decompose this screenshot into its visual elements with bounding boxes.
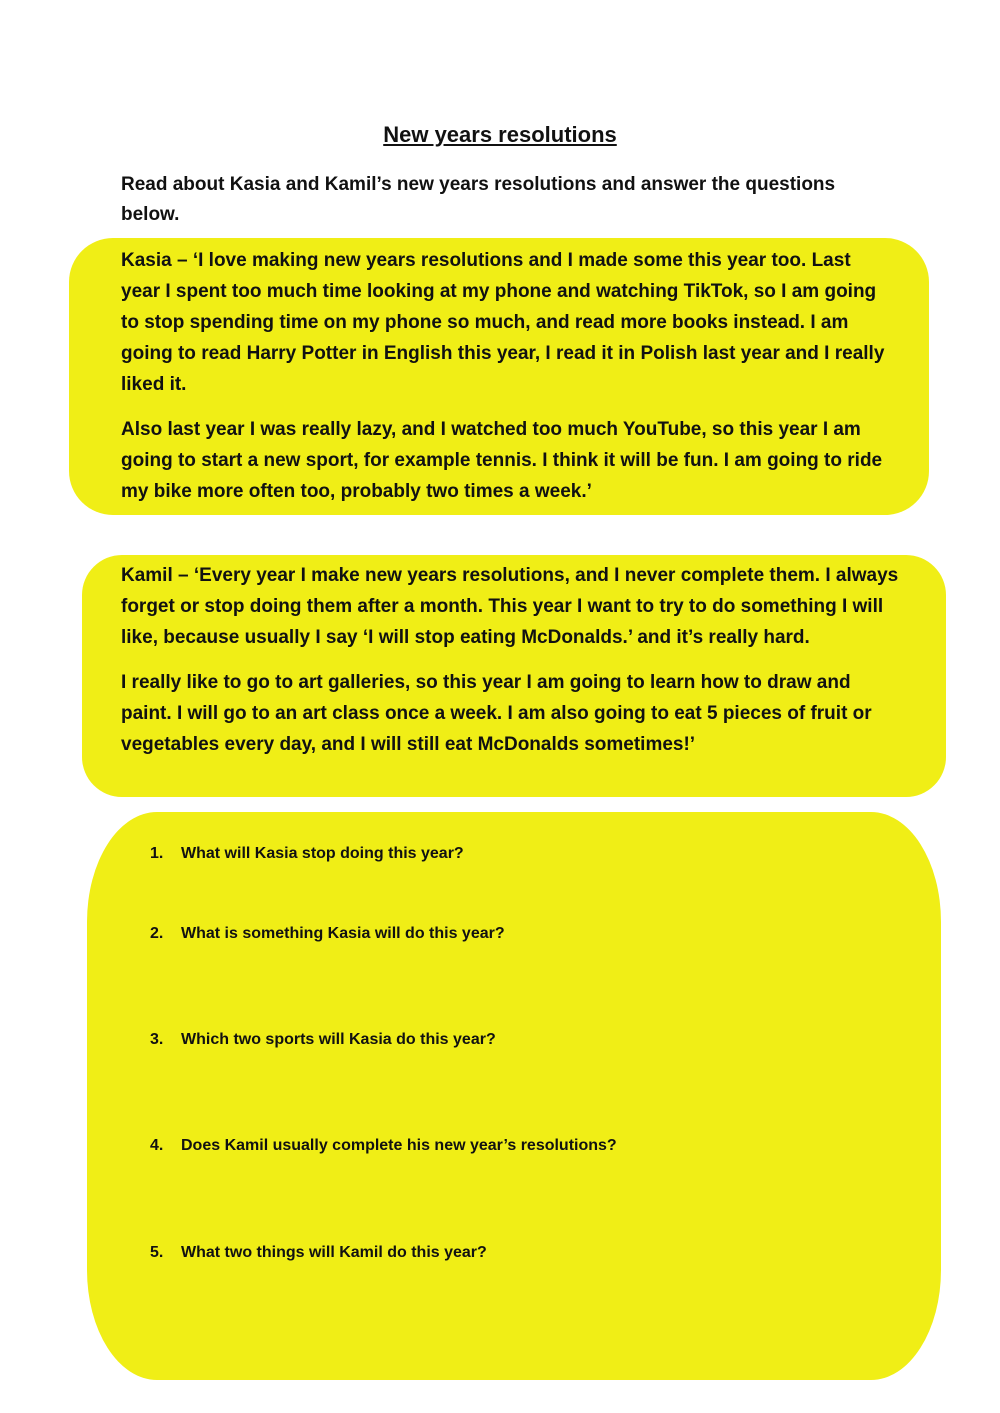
- questions-box: [87, 812, 941, 1380]
- question-text: What will Kasia stop doing this year?: [181, 845, 464, 862]
- kasia-paragraph-2: Also last year I was really lazy, and I watched too much YouTube, so this year I am going to start a new sport, for example tennis. I think it will be fun. I am going to ride my bike more often too, probably two times a week.’: [121, 419, 883, 502]
- page-title: New years resolutions: [383, 122, 617, 147]
- question-3: [150, 1031, 496, 1049]
- question-2: [150, 925, 505, 943]
- kamil-paragraph-1: Kamil – ‘Every year I make new years resolutions, and I never complete them. I always forget or stop doing them after a month. This year I want to try to do something I will like, because usually I say ‘I will stop eating McDonalds.’ and it’s really hard.: [121, 565, 899, 648]
- question-4: [150, 1137, 617, 1155]
- kamil-paragraph-2: I really like to go to art galleries, so this year I am going to learn how to draw and paint. I will go to an art class once a week. I am also going to eat 5 pieces of fruit or vegetables every day, and I will still eat McDonalds sometimes!’: [121, 672, 872, 755]
- question-text: What is something Kasia will do this year?: [181, 925, 505, 942]
- kamil-text-box: [82, 555, 946, 797]
- question-number: 3.: [150, 1031, 164, 1048]
- kasia-paragraph-1: Kasia – ‘I love making new years resolutions and I made some this year too. Last year I spent too much time looking at my phone and watching TikTok, so I am going to stop spending time on my phone so much, and read more books instead. I am going to read Harry Potter in English this year, I read it in Polish last year and I really liked it.: [121, 250, 885, 395]
- question-number: 2.: [150, 925, 164, 942]
- question-number: 1.: [150, 845, 164, 862]
- question-1: [150, 845, 464, 863]
- question-text: Does Kamil usually complete his new year’s resolutions?: [181, 1137, 617, 1154]
- question-number: 4.: [150, 1137, 164, 1154]
- kasia-text-box: [69, 238, 929, 515]
- question-number: 5.: [150, 1244, 164, 1261]
- question-5: [150, 1244, 487, 1262]
- question-text: What two things will Kamil do this year?: [181, 1244, 487, 1261]
- question-text: Which two sports will Kasia do this year?: [181, 1031, 496, 1048]
- instructions: Read about Kasia and Kamil’s new years resolutions and answer the questions below.: [121, 174, 836, 225]
